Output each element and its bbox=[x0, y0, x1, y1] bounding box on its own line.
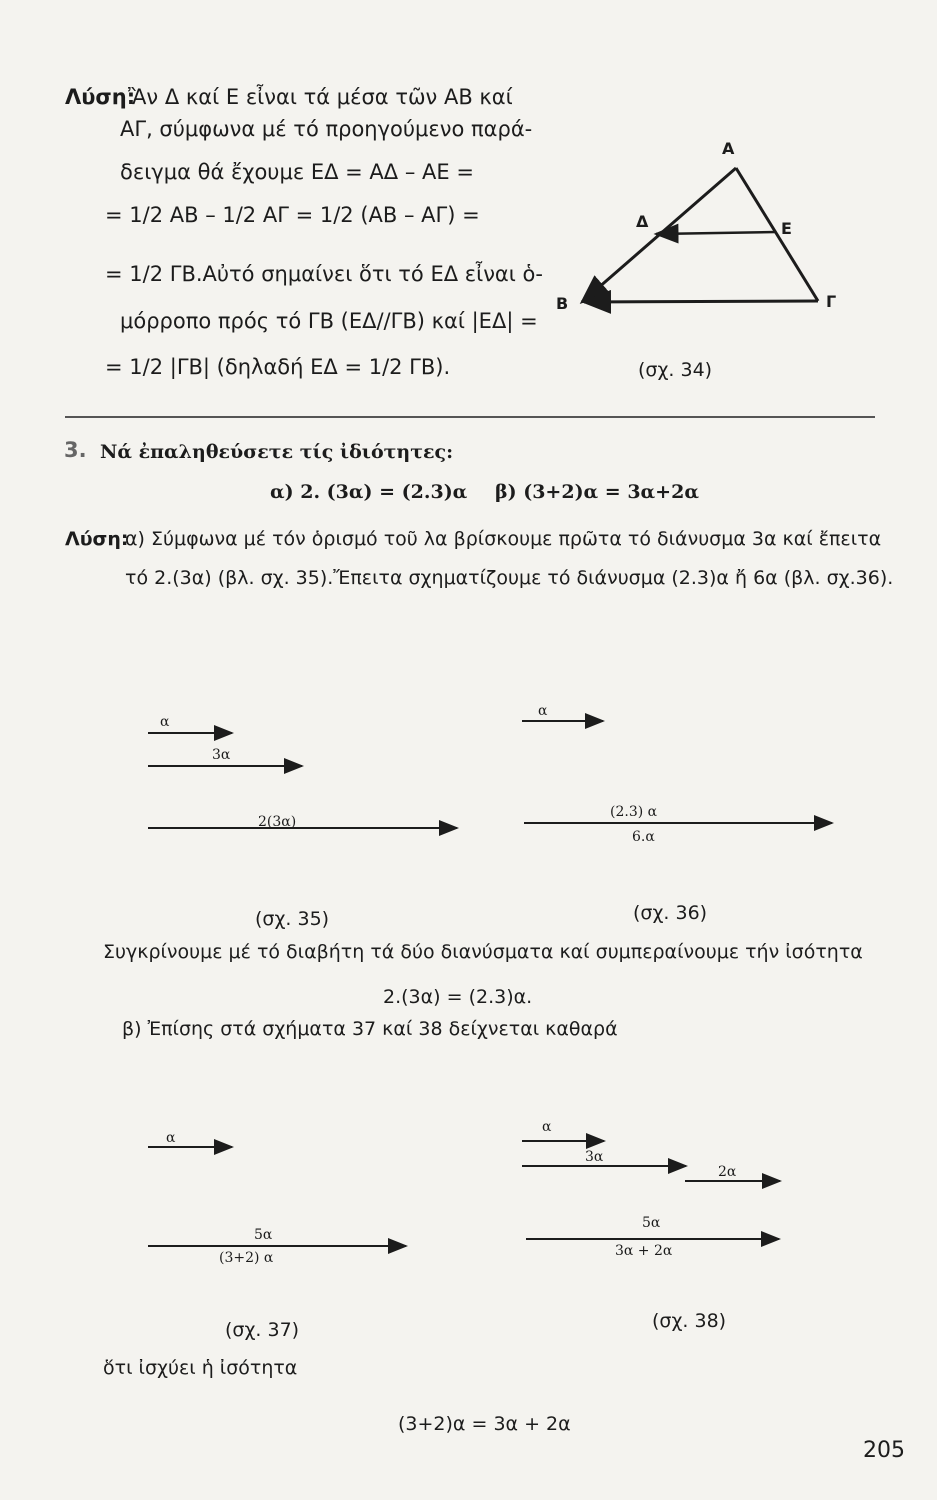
solution1-line5: = 1/2 ΓΒ.Αὐτό σημαίνει ὅτι τό ΕΔ εἶναι ὁ- bbox=[105, 262, 543, 286]
fig36-caption: (σχ. 36) bbox=[633, 902, 708, 924]
fig38-label-3a: 3α bbox=[585, 1149, 604, 1165]
solution2-label: Λύση: bbox=[65, 528, 129, 550]
page-number: 205 bbox=[863, 1438, 905, 1463]
fig38-caption: (σχ. 38) bbox=[652, 1310, 727, 1332]
fig35-label-2-3a: 2(3α) bbox=[258, 814, 297, 830]
fig37-label-32a: (3+2) α bbox=[219, 1250, 274, 1266]
compare-equation: 2.(3α) = (2.3)α. bbox=[383, 986, 533, 1008]
conclusion-equation: (3+2)α = 3α + 2α bbox=[398, 1413, 571, 1435]
solution1-line3: δειγμα θά ἔχουμε ΕΔ = ΑΔ – ΑΕ = bbox=[120, 160, 474, 184]
exercise-part-b: β) (3+2)α = 3α+2α bbox=[495, 481, 699, 503]
fig37-label-5a: 5α bbox=[254, 1227, 273, 1243]
solution1-label: Λύση: bbox=[65, 85, 136, 109]
fig37-label-a: α bbox=[166, 1130, 176, 1146]
fig38-label-5a: 5α bbox=[642, 1215, 661, 1231]
solution1-line2: ΑΓ, σύμφωνα μέ τό προηγούμενο παρά- bbox=[120, 117, 533, 141]
fig35-label-a: α bbox=[160, 714, 170, 730]
compare-line: Συγκρίνουμε μέ τό διαβήτη τά δύο διανύσματα καί συμπεραίνουμε τήν ἰσότητα bbox=[103, 941, 863, 963]
exercise-part-a: α) 2. (3α) = (2.3)α bbox=[270, 481, 468, 503]
vertex-d-label: Δ bbox=[636, 212, 649, 231]
fig36-label-6a: 6.α bbox=[632, 829, 655, 845]
fig36-label-23a: (2.3) α bbox=[610, 804, 658, 820]
fig35-label-3a: 3α bbox=[212, 747, 231, 763]
vertex-a-label: Α bbox=[722, 139, 735, 158]
fig38-label-2a: 2α bbox=[718, 1164, 737, 1180]
fig36-label-a: α bbox=[538, 703, 548, 719]
part-b-text: β) Ἐπίσης στά σχήματα 37 καί 38 δείχνεται καθαρά bbox=[122, 1018, 618, 1040]
fig38-label-a: α bbox=[542, 1119, 552, 1135]
vertex-e-label: Ε bbox=[781, 219, 792, 238]
fig37-caption: (σχ. 37) bbox=[225, 1319, 300, 1341]
vertex-b-label: Β bbox=[556, 294, 569, 313]
solution1-line1: Ἂν Δ καί Ε εἶναι τά μέσα τῶν ΑΒ καί bbox=[128, 85, 513, 109]
solution1-line7: = 1/2 |ΓΒ| (δηλαδή ΕΔ = 1/2 ΓΒ). bbox=[105, 355, 451, 379]
fig35-caption: (σχ. 35) bbox=[255, 908, 330, 930]
solution2-line2: τό 2.(3α) (βλ. σχ. 35).Ἔπειτα σχηματίζουμε τό διάνυσμα (2.3)α ἤ 6α (βλ. σχ.36). bbox=[125, 567, 894, 589]
conclusion-line: ὅτι ἰσχύει ἡ ἰσότητα bbox=[103, 1357, 298, 1379]
figure34-caption: (σχ. 34) bbox=[638, 359, 713, 381]
solution1-line6: μόρροπο πρός τό ΓΒ (ΕΔ//ΓΒ) καί |ΕΔ| = bbox=[120, 309, 538, 333]
solution1-line4: = 1/2 ΑΒ – 1/2 ΑΓ = 1/2 (ΑΒ – ΑΓ) = bbox=[105, 203, 480, 227]
fig38-label-3a-2a: 3α + 2α bbox=[615, 1243, 673, 1259]
exercise-title: Νά ἐπαληθεύσετε τίς ἰδιότητες: bbox=[100, 441, 454, 463]
vertex-g-label: Γ bbox=[826, 292, 837, 311]
solution2-line1: α) Σύμφωνα μέ τόν ὁρισμό τοῦ λα βρίσκουμε πρῶτα τό διάνυσμα 3α καί ἔπειτα bbox=[125, 528, 882, 550]
exercise-number: 3. bbox=[64, 438, 87, 462]
